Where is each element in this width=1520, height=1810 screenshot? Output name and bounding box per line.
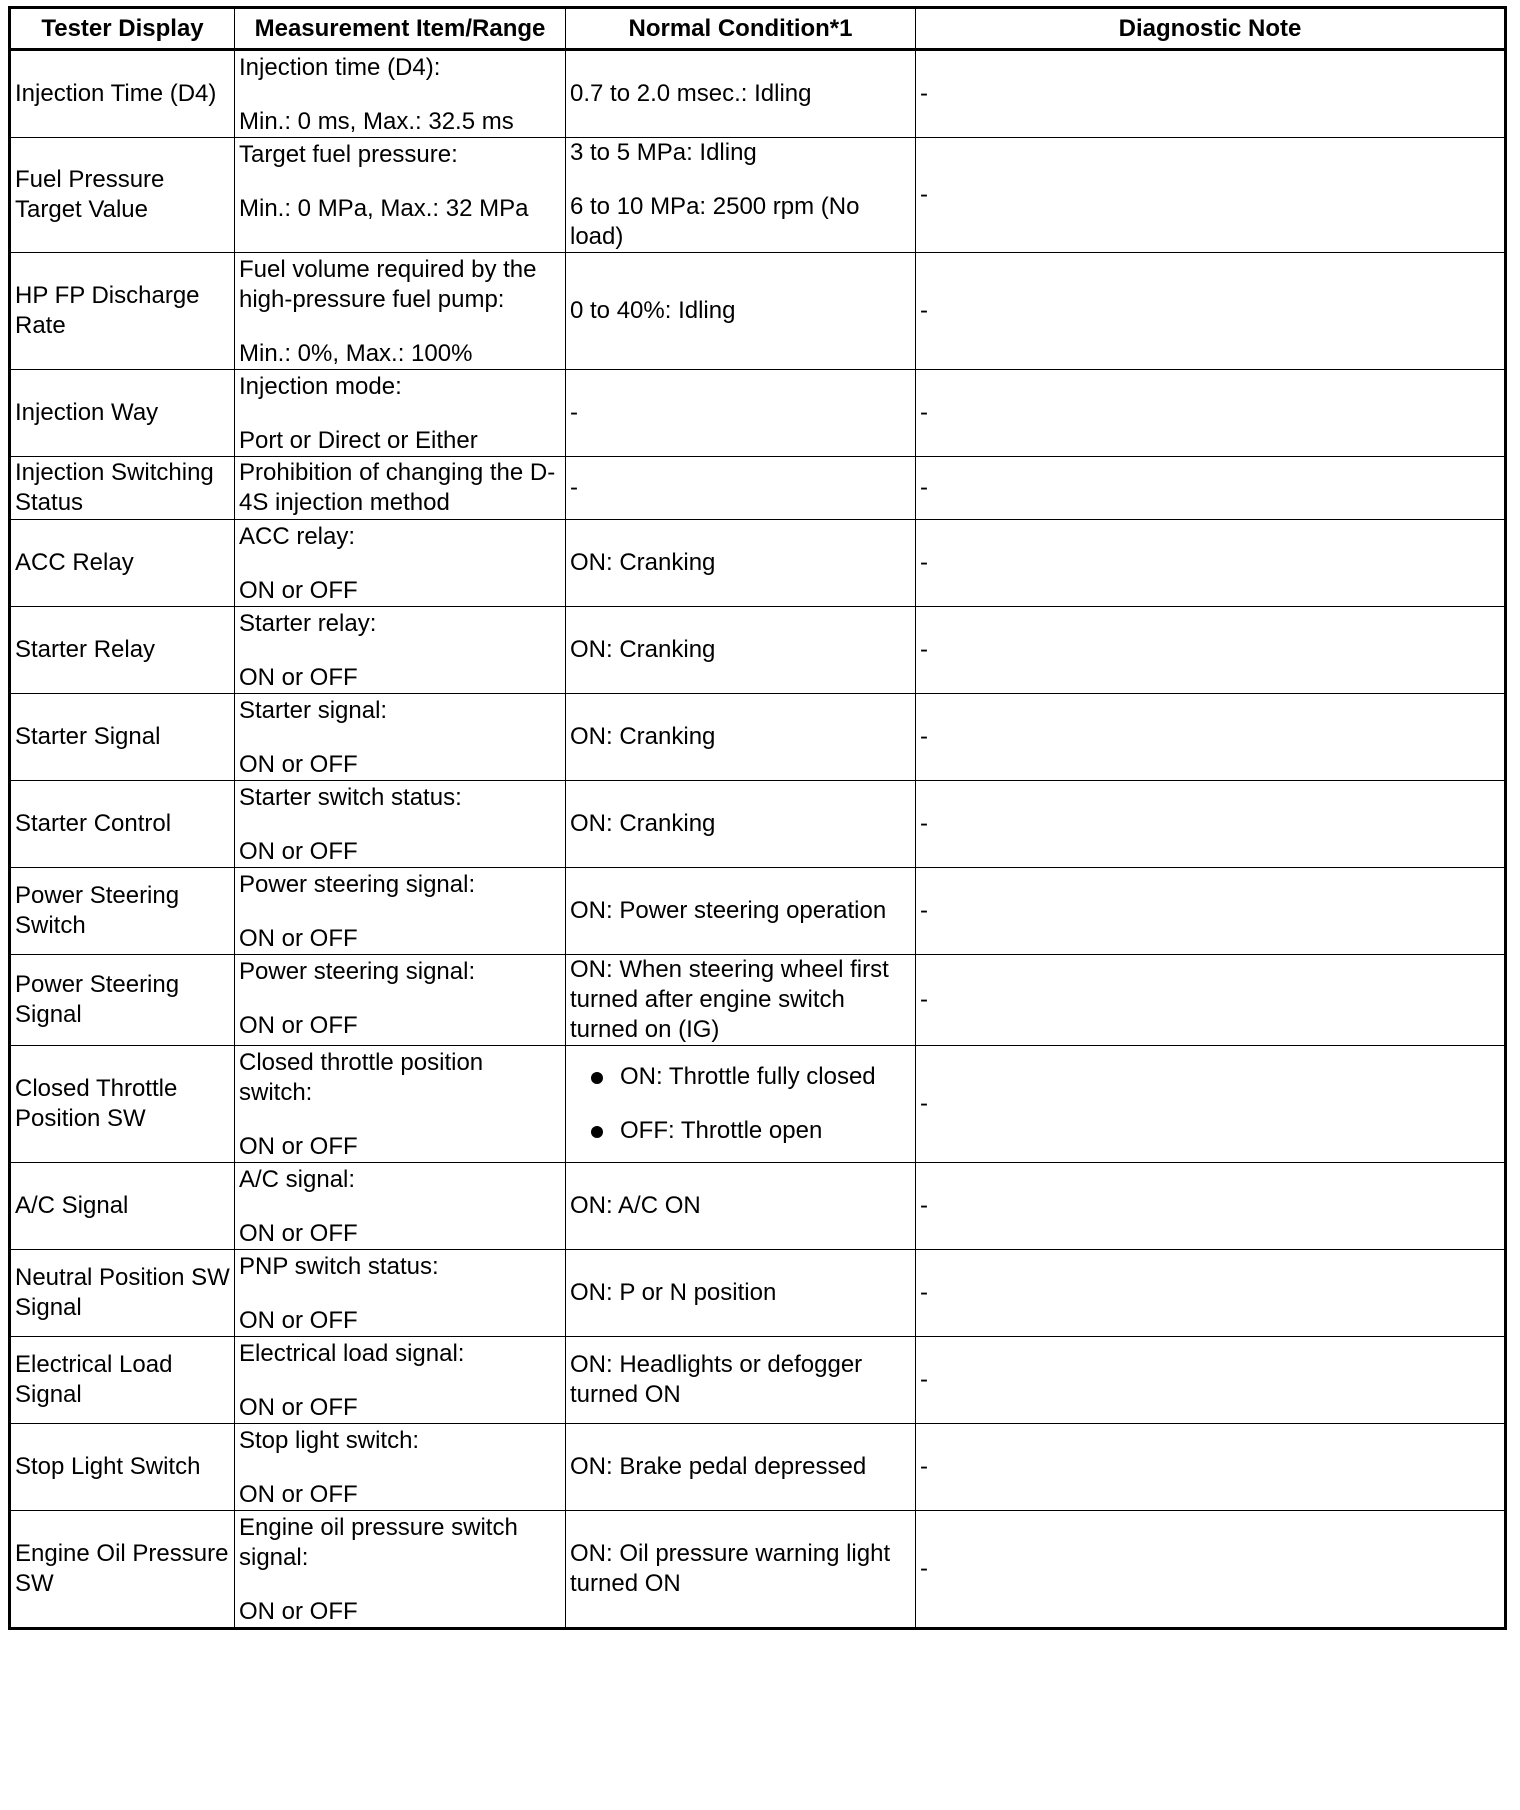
table-row <box>10 1046 1506 1163</box>
diagnostic-note-text: - <box>920 297 928 324</box>
tester-display-text: Injection Switching Status <box>15 459 214 516</box>
diagnostic-note-text: - <box>920 80 928 107</box>
normal-condition-text: - <box>570 474 578 501</box>
measurement-item-text: Closed throttle position switch: <box>239 1049 484 1106</box>
measurement-item-cell <box>235 138 566 253</box>
normal-condition-text: 0.7 to 2.0 msec.: Idling <box>570 80 812 107</box>
tester-display-text: Injection Time (D4) <box>15 80 217 107</box>
table-row <box>10 50 1506 138</box>
measurement-item-cell <box>235 370 566 457</box>
measurement-range-text: ON or OFF <box>239 1220 358 1247</box>
tester-display-text: Starter Relay <box>15 636 156 663</box>
tester-display-cell <box>10 138 235 253</box>
diagnostic-note-cell <box>916 138 1506 253</box>
measurement-range-text: ON or OFF <box>239 1394 358 1421</box>
normal-condition-text: ON: Oil pressure warning light turned ON <box>570 1540 891 1597</box>
normal-condition-cell <box>566 1250 916 1337</box>
tester-display-cell <box>10 457 235 520</box>
measurement-item-cell <box>235 1250 566 1337</box>
tester-display-text: Stop Light Switch <box>15 1453 201 1480</box>
normal-condition-cell <box>566 607 916 694</box>
diagnostic-note-text: - <box>920 636 928 663</box>
normal-condition-text: ON: P or N position <box>570 1279 777 1306</box>
diagnostic-note-text: - <box>920 549 928 576</box>
measurement-item-text: ACC relay: <box>239 523 356 550</box>
table-row <box>10 694 1506 781</box>
table-row <box>10 1337 1506 1424</box>
diagnostic-note-cell <box>916 50 1506 138</box>
measurement-item-text: Fuel volume required by the high-pressure fuel pump: <box>239 256 537 313</box>
measurement-item-cell <box>235 868 566 955</box>
measurement-item-text: Engine oil pressure switch signal: <box>239 1514 518 1571</box>
diagnostic-note-text: - <box>920 723 928 750</box>
measurement-range-text: ON or OFF <box>239 838 358 865</box>
header-tester-display: Tester Display <box>10 8 235 50</box>
measurement-item-text: Electrical load signal: <box>239 1340 465 1367</box>
diagnostic-note-cell <box>916 1250 1506 1337</box>
tester-display-cell <box>10 694 235 781</box>
diagnostic-note-text: - <box>920 1453 928 1480</box>
data-list-table-container <box>8 6 1504 1630</box>
measurement-range-text: ON or OFF <box>239 1481 358 1508</box>
diagnostic-note-cell <box>916 694 1506 781</box>
normal-condition-text: ON: Cranking <box>570 636 716 663</box>
measurement-item-cell <box>235 955 566 1046</box>
header-diagnostic-note: Diagnostic Note <box>916 8 1506 50</box>
diagnostic-note-cell <box>916 1511 1506 1629</box>
measurement-range-text: Min.: 0%, Max.: 100% <box>239 340 473 367</box>
diagnostic-note-text: - <box>920 810 928 837</box>
tester-display-text: Fuel Pressure Target Value <box>15 166 165 223</box>
tester-display-cell <box>10 1337 235 1424</box>
header-measurement-item: Measurement Item/Range <box>235 8 566 50</box>
tester-display-text: HP FP Discharge Rate <box>15 282 200 339</box>
diagnostic-note-text: - <box>920 1555 928 1582</box>
measurement-item-text: A/C signal: <box>239 1166 356 1193</box>
tester-display-text: Electrical Load Signal <box>15 1351 173 1408</box>
normal-condition-text: ON: Cranking <box>570 810 716 837</box>
tester-display-text: A/C Signal <box>15 1192 129 1219</box>
normal-condition-text: 0 to 40%: Idling <box>570 297 736 324</box>
table-row <box>10 1511 1506 1629</box>
header-row <box>10 8 1506 50</box>
tester-display-cell <box>10 1250 235 1337</box>
normal-condition-cell <box>566 955 916 1046</box>
diagnostic-note-cell <box>916 781 1506 868</box>
tester-display-cell <box>10 370 235 457</box>
diagnostic-note-cell <box>916 1337 1506 1424</box>
measurement-item-cell <box>235 1424 566 1511</box>
normal-condition-cell <box>566 1337 916 1424</box>
normal-condition-bullet: OFF: Throttle open <box>570 1116 911 1146</box>
tester-display-text: Closed Throttle Position SW <box>15 1075 178 1132</box>
table-row <box>10 253 1506 370</box>
table-row <box>10 520 1506 607</box>
normal-condition-text: ON: Brake pedal depressed <box>570 1453 867 1480</box>
measurement-item-text: Injection mode: <box>239 373 402 400</box>
normal-condition-cell <box>566 138 916 253</box>
diagnostic-note-cell <box>916 1163 1506 1250</box>
measurement-item-cell <box>235 253 566 370</box>
diagnostic-note-cell <box>916 955 1506 1046</box>
normal-condition-text: ON: Headlights or defogger turned ON <box>570 1351 863 1408</box>
normal-condition-bullet: ON: Throttle fully closed <box>570 1062 911 1092</box>
diagnostic-note-cell <box>916 457 1506 520</box>
tester-display-cell <box>10 868 235 955</box>
measurement-item-text: Power steering signal: <box>239 871 476 898</box>
diagnostic-note-text: - <box>920 181 928 208</box>
diagnostic-note-text: - <box>920 1366 928 1393</box>
measurement-item-text: Injection time (D4): <box>239 54 441 81</box>
diagnostic-note-text: - <box>920 399 928 426</box>
tester-display-text: Power Steering Signal <box>15 971 180 1028</box>
diagnostic-note-text: - <box>920 1090 928 1117</box>
normal-condition-text: 3 to 5 MPa: Idling <box>570 139 757 166</box>
tester-display-cell <box>10 607 235 694</box>
tester-display-cell <box>10 781 235 868</box>
table-row <box>10 781 1506 868</box>
tester-display-text: Starter Control <box>15 810 172 837</box>
measurement-item-text: Starter signal: <box>239 697 388 724</box>
diagnostic-note-text: - <box>920 897 928 924</box>
table-row <box>10 607 1506 694</box>
tester-display-text: Neutral Position SW Signal <box>15 1264 230 1321</box>
table-row <box>10 955 1506 1046</box>
header-normal-condition: Normal Condition*1 <box>566 8 916 50</box>
measurement-range-text: ON or OFF <box>239 664 358 691</box>
measurement-range-text: ON or OFF <box>239 1598 358 1625</box>
tester-display-cell <box>10 1424 235 1511</box>
normal-condition-list <box>570 1062 911 1146</box>
measurement-item-cell <box>235 1163 566 1250</box>
normal-condition-cell <box>566 694 916 781</box>
measurement-item-cell <box>235 1337 566 1424</box>
measurement-item-cell <box>235 694 566 781</box>
normal-condition-cell <box>566 253 916 370</box>
normal-condition-text: ON: Cranking <box>570 723 716 750</box>
tester-display-text: Starter Signal <box>15 723 161 750</box>
measurement-range-text: Port or Direct or Either <box>239 427 478 454</box>
table-row <box>10 1424 1506 1511</box>
diagnostic-note-cell <box>916 607 1506 694</box>
normal-condition-cell <box>566 370 916 457</box>
table-row <box>10 138 1506 253</box>
tester-display-cell <box>10 955 235 1046</box>
normal-condition-cell <box>566 1046 916 1163</box>
table-row <box>10 1163 1506 1250</box>
diagnostic-note-cell <box>916 868 1506 955</box>
tester-display-cell <box>10 1163 235 1250</box>
tester-display-cell <box>10 1046 235 1163</box>
tester-display-cell <box>10 253 235 370</box>
normal-condition-cell <box>566 1511 916 1629</box>
diagnostic-note-cell <box>916 520 1506 607</box>
diagnostic-note-cell <box>916 253 1506 370</box>
tester-display-cell <box>10 50 235 138</box>
diagnostic-note-text: - <box>920 1192 928 1219</box>
measurement-item-cell <box>235 50 566 138</box>
measurement-item-cell <box>235 1046 566 1163</box>
measurement-item-cell <box>235 781 566 868</box>
diagnostic-note-text: - <box>920 986 928 1013</box>
measurement-item-text: PNP switch status: <box>239 1253 439 1280</box>
normal-condition-text: ON: Cranking <box>570 549 716 576</box>
measurement-item-cell <box>235 457 566 520</box>
tester-display-text: Injection Way <box>15 399 159 426</box>
measurement-item-cell <box>235 1511 566 1629</box>
normal-condition-text: 6 to 10 MPa: 2500 rpm (No load) <box>570 193 860 250</box>
diagnostic-note-text: - <box>920 1279 928 1306</box>
normal-condition-text: - <box>570 399 578 426</box>
table-row <box>10 370 1506 457</box>
measurement-item-text: Starter switch status: <box>239 784 462 811</box>
diagnostic-note-cell <box>916 370 1506 457</box>
tester-display-text: ACC Relay <box>15 549 134 576</box>
measurement-range-text: ON or OFF <box>239 1133 358 1160</box>
normal-condition-text: ON: A/C ON <box>570 1192 701 1219</box>
measurement-item-text: Starter relay: <box>239 610 377 637</box>
measurement-item-text: Prohibition of changing the D-4S injection method <box>239 459 556 516</box>
measurement-item-text: Power steering signal: <box>239 958 476 985</box>
measurement-item-cell <box>235 520 566 607</box>
normal-condition-cell <box>566 781 916 868</box>
normal-condition-cell <box>566 520 916 607</box>
measurement-item-cell <box>235 607 566 694</box>
normal-condition-text: ON: When steering wheel first turned after engine switch turned on (IG) <box>570 956 889 1043</box>
diagnostic-note-cell <box>916 1046 1506 1163</box>
table-row <box>10 868 1506 955</box>
table-row <box>10 1250 1506 1337</box>
measurement-item-text: Target fuel pressure: <box>239 141 458 168</box>
tester-display-text: Engine Oil Pressure SW <box>15 1540 229 1597</box>
tester-display-text: Power Steering Switch <box>15 882 180 939</box>
normal-condition-cell <box>566 1424 916 1511</box>
normal-condition-cell <box>566 457 916 520</box>
table-row <box>10 457 1506 520</box>
measurement-range-text: ON or OFF <box>239 1012 358 1039</box>
measurement-range-text: Min.: 0 MPa, Max.: 32 MPa <box>239 195 529 222</box>
normal-condition-text: ON: Power steering operation <box>570 897 887 924</box>
data-list-table <box>8 6 1507 1630</box>
normal-condition-cell <box>566 868 916 955</box>
diagnostic-note-cell <box>916 1424 1506 1511</box>
normal-condition-cell <box>566 50 916 138</box>
measurement-range-text: ON or OFF <box>239 751 358 778</box>
measurement-range-text: ON or OFF <box>239 925 358 952</box>
tester-display-cell <box>10 520 235 607</box>
measurement-item-text: Stop light switch: <box>239 1427 420 1454</box>
tester-display-cell <box>10 1511 235 1629</box>
normal-condition-cell <box>566 1163 916 1250</box>
measurement-range-text: ON or OFF <box>239 1307 358 1334</box>
measurement-range-text: Min.: 0 ms, Max.: 32.5 ms <box>239 108 514 135</box>
measurement-range-text: ON or OFF <box>239 577 358 604</box>
diagnostic-note-text: - <box>920 474 928 501</box>
